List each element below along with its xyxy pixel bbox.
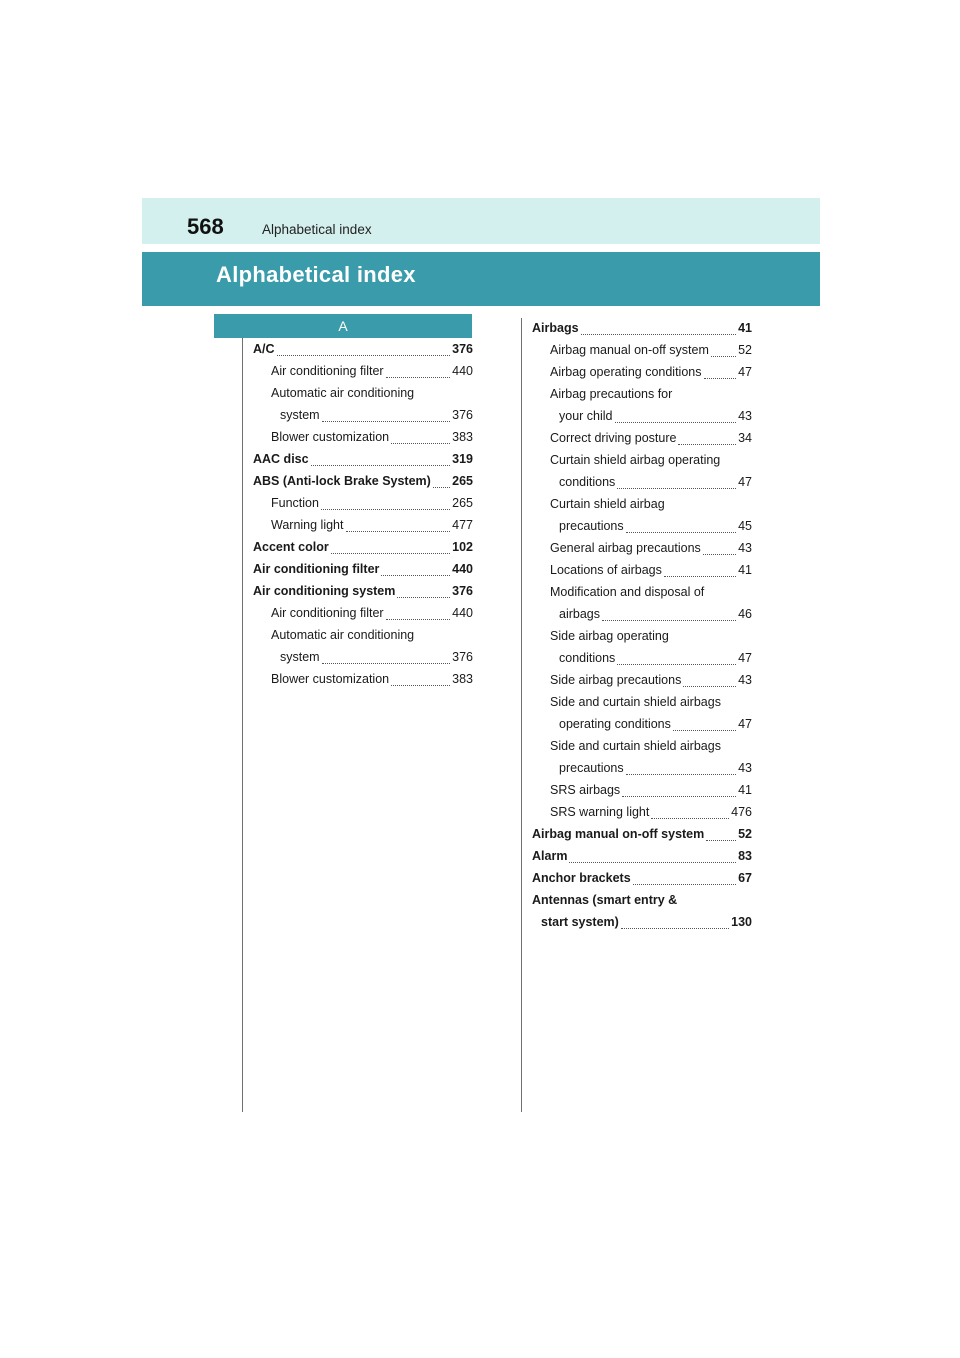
index-entry-text: Airbag operating conditions [550,365,702,379]
index-entry-text: AAC disc [253,452,309,466]
index-entry-text: Alarm [532,849,568,863]
index-entry [532,317,752,339]
index-page-number: 67 [738,871,752,885]
leader-dots [678,432,736,445]
index-page-number: 319 [452,452,473,466]
leader-dots [673,718,736,731]
index-column-left [253,338,473,690]
leader-dots [617,476,736,489]
index-entry-text: A/C [253,342,275,356]
leader-dots [615,410,737,423]
leader-dots [704,366,737,379]
index-page-number: 52 [738,343,752,357]
index-entry-text: Airbag precautions for [550,387,673,401]
index-entry [253,514,473,536]
index-page-number: 83 [738,849,752,863]
index-page-number: 52 [738,827,752,841]
leader-dots [321,497,450,510]
leader-dots [651,806,729,819]
middle-column-rule [521,318,522,1112]
index-page-number: 43 [738,541,752,555]
index-page-number: 376 [452,408,473,422]
leader-dots [322,409,451,422]
leader-dots [664,564,736,577]
index-page-number: 376 [452,650,473,664]
leader-dots [569,850,736,863]
index-entry-text: Modification and disposal of [550,585,705,599]
left-column-rule [242,338,243,1112]
index-entry-text: Airbag manual on-off system [532,827,705,841]
leader-dots [311,453,451,466]
index-entry-text: conditions [559,475,616,489]
leader-dots [711,344,736,357]
index-entry-text: system [280,408,320,422]
index-entry-text: Automatic air conditioning [271,386,415,400]
index-entry-text: airbags [559,607,600,621]
index-entry [532,383,752,427]
leader-dots [581,322,737,335]
index-entry-text: General airbag precautions [550,541,701,555]
index-entry [253,492,473,514]
index-page-number: 41 [738,321,752,335]
index-page-number: 376 [452,342,473,356]
index-entry-text: start system) [541,915,619,929]
index-page-number: 43 [738,673,752,687]
index-entry-text: Side and curtain shield airbags [550,739,721,753]
index-entry-text: operating conditions [559,717,671,731]
index-entry-text: Automatic air conditioning [271,628,415,642]
index-entry-text: Curtain shield airbag operating [550,453,721,467]
index-entry-text: Side and curtain shield airbags [550,695,721,709]
leader-dots [397,585,450,598]
index-entry-text: Blower customization [271,430,390,444]
index-page-number: 43 [738,409,752,423]
index-entry-text: Airbag manual on-off system [550,343,709,357]
index-page-number: 383 [452,430,473,444]
index-page-number: 476 [731,805,752,819]
index-entry-text: your child [559,409,613,423]
index-entry [253,558,473,580]
index-entry [253,338,473,360]
leader-dots [391,673,450,686]
index-entry-text: Air conditioning filter [271,606,384,620]
index-entry [253,470,473,492]
index-page-number: 265 [452,474,473,488]
leader-dots [391,431,450,444]
leader-dots [683,674,736,687]
leader-dots [277,343,451,356]
index-entry-text: Curtain shield airbag [550,497,665,511]
leader-dots [706,828,736,841]
index-page-number: 130 [731,915,752,929]
index-column-right [532,317,752,933]
index-entry [532,581,752,625]
index-entry-text: Correct driving posture [550,431,677,445]
index-entry [253,602,473,624]
index-entry [532,449,752,493]
index-entry [532,427,752,449]
index-entry-text: precautions [559,519,624,533]
leader-dots [386,607,451,620]
leader-dots [322,651,451,664]
index-entry [532,691,752,735]
index-entry [253,624,473,668]
index-page-number: 43 [738,761,752,775]
index-entry [253,668,473,690]
index-entry [532,669,752,691]
leader-dots [621,916,729,929]
index-page-number: 47 [738,717,752,731]
index-entry [253,536,473,558]
leader-dots [386,365,451,378]
index-entry-text: Anchor brackets [532,871,631,885]
index-entry-text: Air conditioning filter [253,562,380,576]
index-page-number: 41 [738,563,752,577]
index-entry-text: Side airbag operating [550,629,669,643]
index-entry [532,823,752,845]
index-page-number: 440 [452,606,473,620]
index-entry-text: Side airbag precautions [550,673,682,687]
index-entry-text: Accent color [253,540,329,554]
index-entry [253,382,473,426]
index-page-number: 45 [738,519,752,533]
leader-dots [381,563,450,576]
index-page-number: 34 [738,431,752,445]
index-page-number: 47 [738,365,752,379]
index-entry [532,867,752,889]
index-entry-text: system [280,650,320,664]
index-page-number: 102 [452,540,473,554]
index-entry-text: precautions [559,761,624,775]
index-entry [532,801,752,823]
index-page-number: 265 [452,496,473,510]
index-entry-text: Locations of airbags [550,563,662,577]
index-entry [532,361,752,383]
leader-dots [331,541,450,554]
index-entry [532,493,752,537]
leader-dots [626,762,736,775]
index-entry-text: Function [271,496,319,510]
index-page-number: 41 [738,783,752,797]
index-entry [253,580,473,602]
index-entry [532,339,752,361]
index-entry [532,537,752,559]
leader-dots [346,519,451,532]
index-page-number: 47 [738,651,752,665]
index-entry [532,735,752,779]
index-entry [532,625,752,669]
index-page-number: 376 [452,584,473,598]
index-entry [532,845,752,867]
index-page-number: 47 [738,475,752,489]
index-entry [532,559,752,581]
leader-dots [622,784,736,797]
index-entry-text: Antennas (smart entry & [532,893,678,907]
index-page-number: 477 [452,518,473,532]
leader-dots [602,608,736,621]
index-entry-text: Warning light [271,518,344,532]
index-page-number: 46 [738,607,752,621]
index-entry-text: Air conditioning filter [271,364,384,378]
header-section-title: Alphabetical index [262,222,372,237]
index-entry-text: ABS (Anti-lock Brake System) [253,474,431,488]
page-title: Alphabetical index [216,262,416,287]
index-entry-text: SRS airbags [550,783,621,797]
index-entry [253,448,473,470]
index-entry [253,360,473,382]
leader-dots [617,652,736,665]
leader-dots [703,542,736,555]
leader-dots [633,872,736,885]
index-entry-text: Airbags [532,321,579,335]
index-page-number: 383 [452,672,473,686]
leader-dots [433,475,450,488]
index-page-number: 440 [452,364,473,378]
index-letter-tab: A [214,314,472,338]
index-entry [532,889,752,933]
index-entry-text: Air conditioning system [253,584,396,598]
index-entry-text: Blower customization [271,672,390,686]
header-band [142,198,820,244]
index-entry-text: SRS warning light [550,805,650,819]
page-number: 568 [187,214,224,239]
index-page-number: 440 [452,562,473,576]
index-entry [253,426,473,448]
index-entry-text: conditions [559,651,616,665]
index-entry [532,779,752,801]
leader-dots [626,520,736,533]
